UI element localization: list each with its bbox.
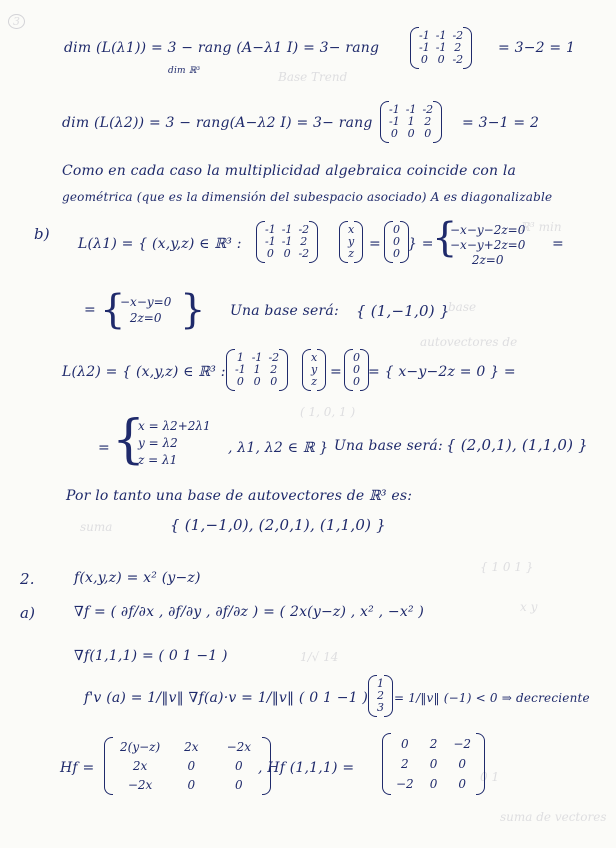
- part-b-label: b): [34, 225, 50, 243]
- params-domain: , λ1, λ2 ∈ ℝ }: [228, 440, 329, 456]
- dim-r3-note: dim ℝ³: [168, 66, 201, 76]
- vector-xyz: x y z: [345, 224, 357, 260]
- ghost-text: { 1 0 1 }: [480, 560, 534, 574]
- paragraph-line-1: Como en cada caso la multiplicidad algebraica coincide con la: [62, 163, 517, 179]
- dim-l1-result: = 3−2 = 1: [498, 40, 576, 56]
- conclusion-text: Por lo tanto una base de autovectores de ℝ³ es:: [66, 488, 413, 504]
- parametric-system: x = λ2+2λ1 y = λ2 z = λ1: [138, 419, 211, 467]
- directional-derivative: f'v (a) = 1/‖v‖ ∇f(a)·v = 1/‖v‖ ( 0 1 −1 ): [84, 690, 369, 706]
- hessian-matrix: 2(y−z) 2x −2x 2x 0 0 −2x 0 0: [110, 740, 265, 792]
- part-a-label: a): [20, 604, 36, 622]
- ghost-text: base: [448, 300, 477, 314]
- base-l2: { (2,0,1), (1,1,0) }: [446, 436, 588, 454]
- base-text-l1: Una base será:: [230, 303, 339, 319]
- ghost-text: ℝ³ min: [520, 220, 562, 234]
- system-l1-reduced: −x−y=0 2z=0: [120, 295, 172, 325]
- vector-xyz-2: x y z: [308, 352, 320, 388]
- matrix-a-minus-l1: -1 -1 -2 -1 -1 2 0 0 -2: [416, 30, 466, 66]
- vector-zero-2: 0 0 0: [350, 352, 363, 388]
- matrix-a-minus-l2: -1 -1 -2 -1 1 2 0 0 0: [386, 104, 436, 140]
- ghost-text: suma: [80, 520, 113, 534]
- handwritten-page: Base Trend ℝ³ min base autovectores de ( 1, 0, 1 ) suma { 1 0 1 } x y 1/√ 14 0 1 suma de vectores 3 dim (L(λ1)) = 3 − rang (A−λ1 I) = 3− rang dim ℝ³ -1 -1 -2 -1 -1 2 0 0 -2 = 3−2 = 1 dim (L(λ2)) = 3 − rang(A−λ2 I) = 3− rang -1 -1 -2 -1 1 2 0 0 0 = 3−1 = 2 Como en cada caso la multiplicidad algebraica coincide con la geométrica (que es la dimensión del subespacio asociado) A es diagonalizable b) L(λ1) = { (x,y,z) ∈ ℝ³ : -1 -1 -2 -1 -1 2 0 0 -2 x y z = 0 0 0 } = { −x−y−2z=0 −x−y+2z=0 2z=0 = = { −x−y=0 2z=0 } Una base será: { (1,−1,0) } L(λ2) = { (x,y,z) ∈ ℝ³ : 1 -1 -2 -1 1 2 0 0 0 x y z = 0 0 0 = { x−y−2z = 0 } = = { x = λ2+2λ1 y = λ2 z = λ1 , λ1, λ2 ∈ ℝ } Una base será: { (2,0,1), (1,1,0) } Por lo tanto una base de autovectores de ℝ³ es: { (1,−1,0), (2,0,1), (1,1,0) } 2. f(x,y,z) = x² (y−z) a) ∇f = ( ∂f/∂x , ∂f/∂y , ∂f/∂z ) = ( 2x(y−z) , x² , −x² ) ∇f(1,1,1) = ( 0 1 −1 ) f'v (a) = 1/‖v‖ ∇f(a)·v = 1/‖v‖ ( 0 1 −1 ) 1 2 3 = 1/‖v‖ (−1) < 0 ⇒ decreciente Hf = 2(y−z) 2x −2x 2x 0 0 −2x 0 0 , Hf (1,1,1) = 0 2 −2 2 0 0 −2 0 0: [0, 0, 616, 848]
- base-text-l2: Una base será:: [334, 438, 443, 454]
- base-l1: { (1,−1,0) }: [356, 302, 450, 320]
- eigenspace-l1-def: L(λ1) = { (x,y,z) ∈ ℝ³ :: [78, 236, 242, 252]
- ghost-text: ( 1, 0, 1 ): [300, 405, 356, 419]
- dim-l2-result: = 3−1 = 2: [462, 115, 540, 131]
- paragraph-line-2: geométrica (que es la dimensión del subespacio asociado) A es diagonalizable: [62, 190, 553, 204]
- question-2-number: 2.: [20, 570, 35, 588]
- hessian-at-point-label: , Hf (1,1,1) =: [258, 760, 355, 776]
- matrix-b3: 1 -1 -2 -1 1 2 0 0 0: [232, 352, 282, 388]
- corner-mark: 3: [8, 14, 25, 29]
- ghost-text: Base Trend: [278, 70, 348, 84]
- vector-v: 1 2 3: [374, 678, 387, 714]
- eigenspace-l2-equation: = { x−y−2z = 0 } =: [368, 364, 516, 380]
- function-definition: f(x,y,z) = x² (y−z): [74, 570, 201, 586]
- eigenspace-l2-def: L(λ2) = { (x,y,z) ∈ ℝ³ :: [62, 364, 226, 380]
- gradient: ∇f = ( ∂f/∂x , ∂f/∂y , ∂f/∂z ) = ( 2x(y−z) , x² , −x² ): [74, 604, 425, 620]
- ghost-text: autovectores de: [420, 335, 518, 349]
- dim-l2-expression: dim (L(λ2)) = 3 − rang(A−λ2 I) = 3− rang: [62, 115, 373, 131]
- ghost-text: 0 1: [480, 770, 500, 784]
- hessian-label: Hf =: [60, 760, 95, 776]
- ghost-text: 1/√ 14: [300, 650, 339, 664]
- conclusion-base: { (1,−1,0), (2,0,1), (1,1,0) }: [170, 516, 386, 534]
- ghost-text: suma de vectores: [500, 810, 607, 824]
- system-l1: −x−y−2z=0 −x−y+2z=0 2z=0: [450, 223, 526, 267]
- matrix-b1: -1 -1 -2 -1 -1 2 0 0 -2: [262, 224, 312, 260]
- dim-l1-expression: dim (L(λ1)) = 3 − rang (A−λ1 I) = 3− rang: [64, 40, 380, 56]
- vector-zero: 0 0 0: [390, 224, 403, 260]
- gradient-at-point: ∇f(1,1,1) = ( 0 1 −1 ): [74, 648, 228, 664]
- derivative-result: = 1/‖v‖ (−1) < 0 ⇒ decreciente: [394, 691, 590, 705]
- equals-sign: =: [552, 236, 564, 252]
- hessian-at-point-matrix: 0 2 −2 2 0 0 −2 0 0: [388, 736, 479, 792]
- ghost-text: x y: [520, 600, 538, 614]
